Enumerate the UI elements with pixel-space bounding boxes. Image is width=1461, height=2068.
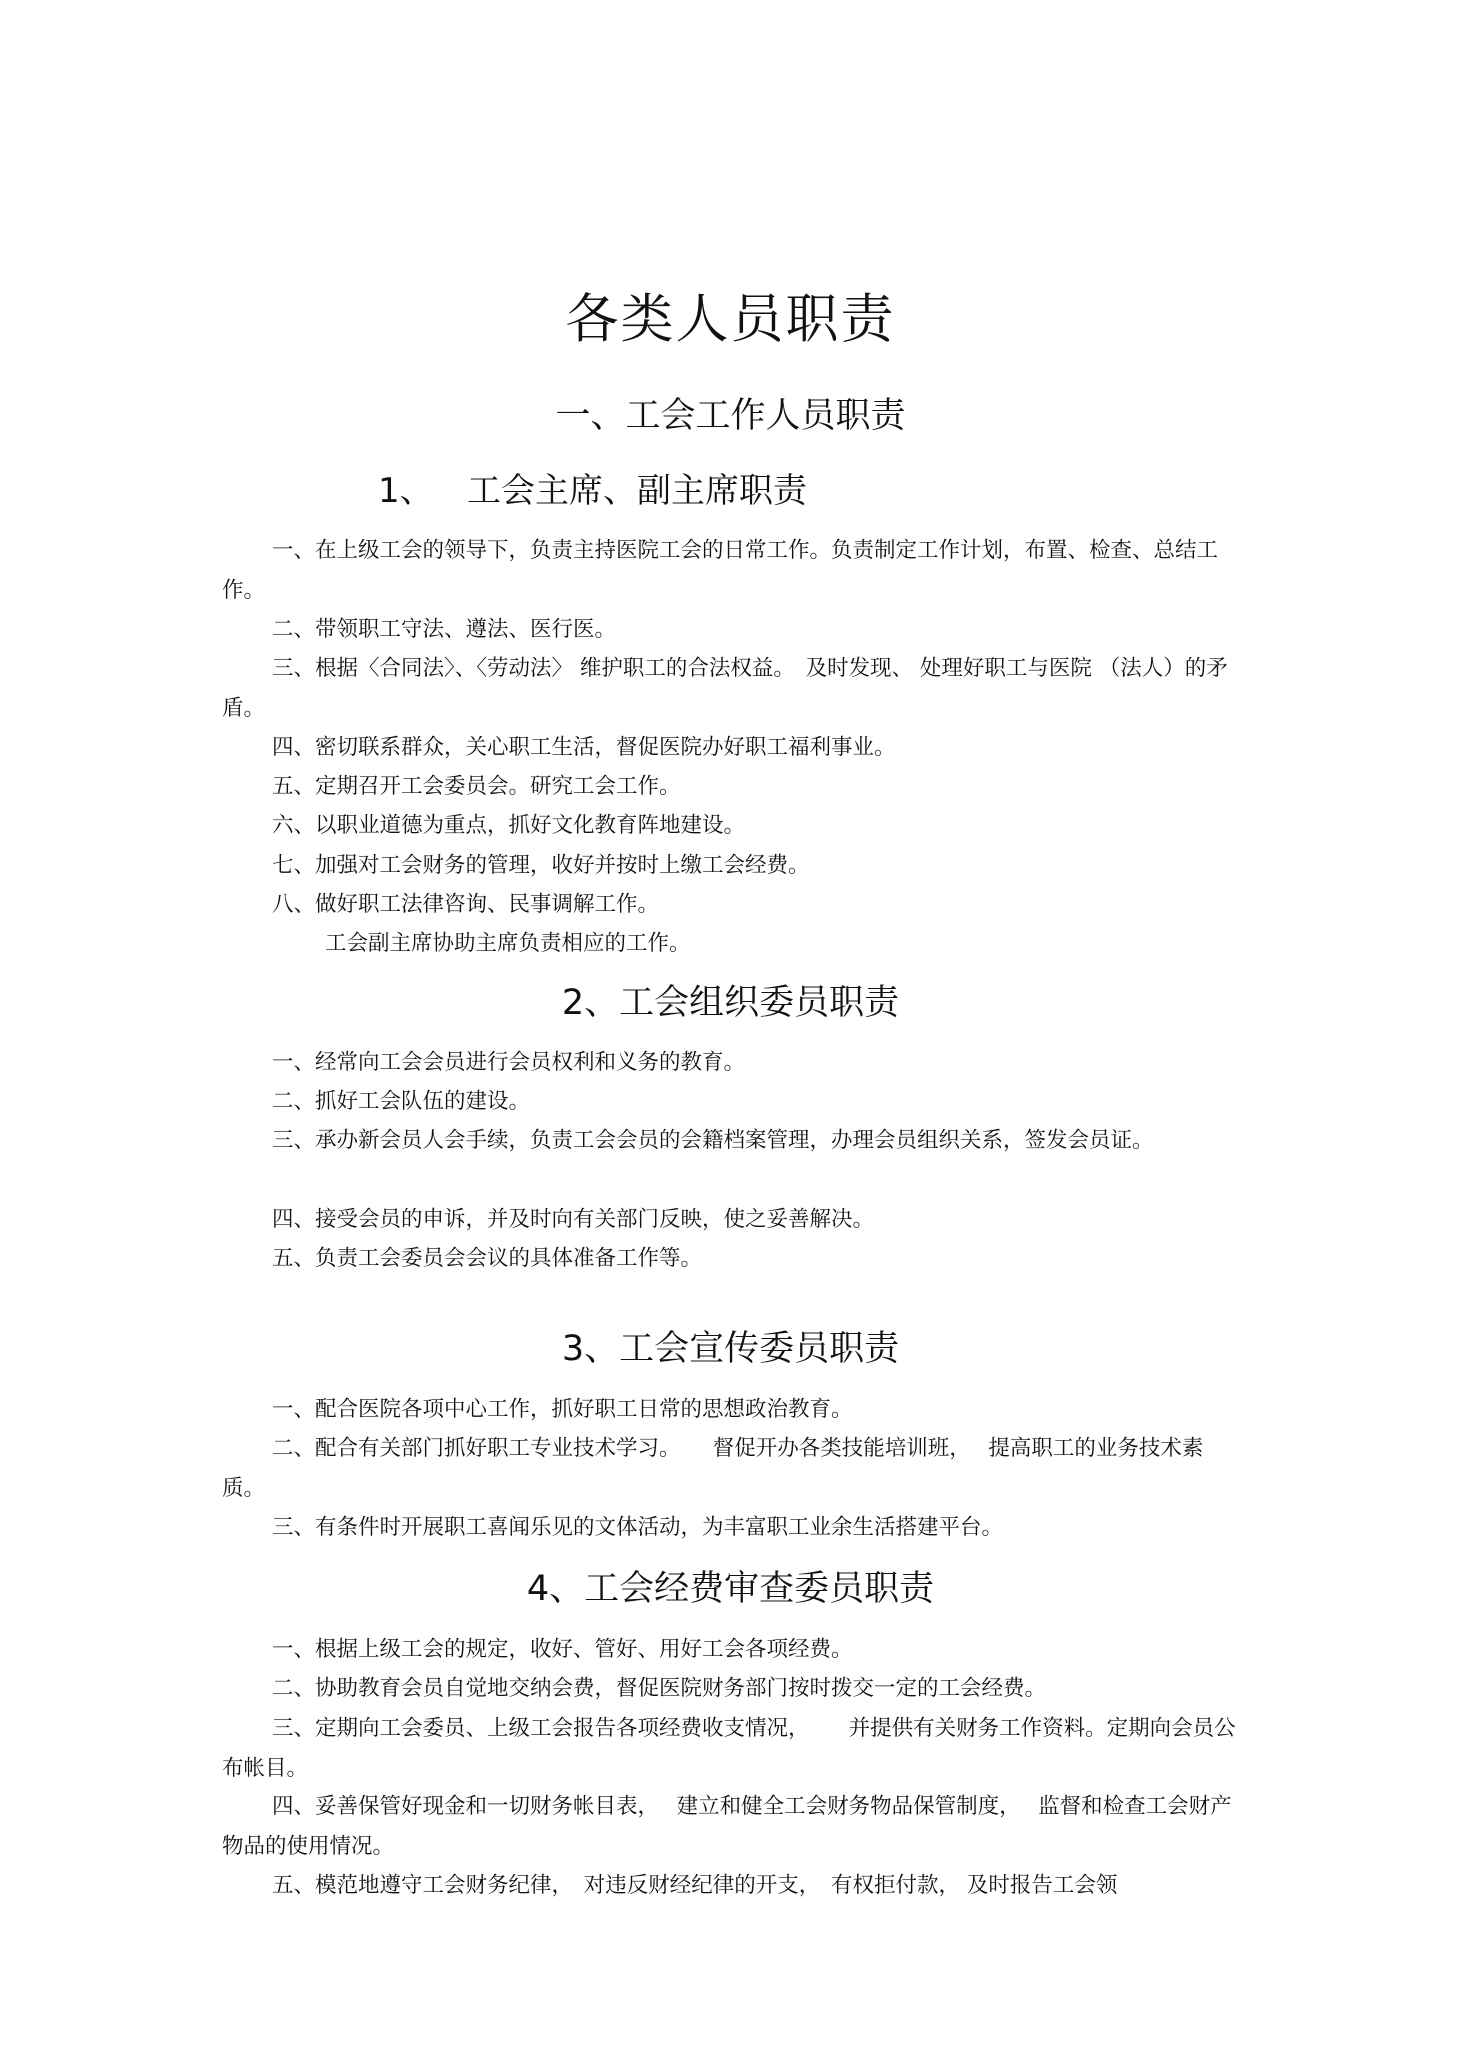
subsection-number-1: 1、 xyxy=(378,471,434,511)
subsection-heading-organization: 2、工会组织委员职责 xyxy=(561,983,900,1023)
duty-item: 三、有条件时开展职工喜闻乐见的文体活动，为丰富职工业余生活搭建平台。 xyxy=(272,1515,1004,1540)
duty-item: 一、配合医院各项中心工作，抓好职工日常的思想政治教育。 xyxy=(272,1397,853,1422)
duty-item: 三、根据〈合同法〉、〈劳动法〉 维护职工的合法权益。 及时发现、 处理好职工与医院 （法人）的矛盾。 xyxy=(222,656,1228,721)
subsection-heading-audit: 4、工会经费审查委员职责 xyxy=(526,1569,935,1609)
duty-item: 五、定期召开工会委员会。研究工会工作。 xyxy=(272,774,681,799)
duty-item: 一、根据上级工会的规定，收好、管好、用好工会各项经费。 xyxy=(272,1637,853,1662)
duty-item: 三、定期向工会委员、上级工会报告各项经费收支情况， 并提供有关财务工作资料。定期向会员公布帐目。 xyxy=(222,1716,1236,1781)
duty-item: 五、负责工会委员会会议的具体准备工作等。 xyxy=(272,1246,703,1271)
duty-item: 四、妥善保管好现金和一切财务帐目表， 建立和健全工会财务物品保管制度， 监督和检查工会财产物品的使用情况。 xyxy=(222,1794,1232,1859)
duty-item: 三、承办新会员人会手续，负责工会会员的会籍档案管理，办理会员组织关系，签发会员证。 xyxy=(272,1128,1154,1153)
duty-item: 六、以职业道德为重点，抓好文化教育阵地建设。 xyxy=(272,813,746,838)
duty-item: 四、密切联系群众，关心职工生活，督促医院办好职工福利事业。 xyxy=(272,735,896,760)
duty-item: 一、经常向工会会员进行会员权利和义务的教育。 xyxy=(272,1050,746,1075)
subsection-heading-chairman: 工会主席、副主席职责 xyxy=(467,471,807,511)
duty-item: 二、抓好工会队伍的建设。 xyxy=(272,1089,531,1114)
duty-item: 二、协助教育会员自觉地交纳会费，督促医院财务部门按时拨交一定的工会经费。 xyxy=(272,1676,1047,1701)
duty-item: 二、配合有关部门抓好职工专业技术学习。 督促开办各类技能培训班， 提高职工的业务技术素质。 xyxy=(222,1436,1204,1501)
duty-item: 五、模范地遵守工会财务纪律， 对违反财经纪律的开支， 有权拒付款， 及时报告工会领 xyxy=(272,1873,1118,1898)
subsection-heading-publicity: 3、工会宣传委员职责 xyxy=(561,1329,900,1369)
document-title: 各类人员职责 xyxy=(565,289,896,350)
vice-chairman-note: 工会副主席协助主席负责相应的工作。 xyxy=(325,931,691,956)
duty-item: 七、加强对工会财务的管理，收好并按时上缴工会经费。 xyxy=(272,853,810,878)
duty-item: 四、接受会员的申诉，并及时向有关部门反映，使之妥善解决。 xyxy=(272,1207,875,1232)
duty-item: 一、在上级工会的领导下，负责主持医院工会的日常工作。负责制定工作计划，布置、检查、总结工作。 xyxy=(222,538,1219,603)
duty-item: 二、带领职工守法、遵法、医行医。 xyxy=(272,617,617,642)
duty-item: 八、做好职工法律咨询、民事调解工作。 xyxy=(272,892,660,917)
section-heading-union-staff: 一、工会工作人员职责 xyxy=(555,396,906,436)
